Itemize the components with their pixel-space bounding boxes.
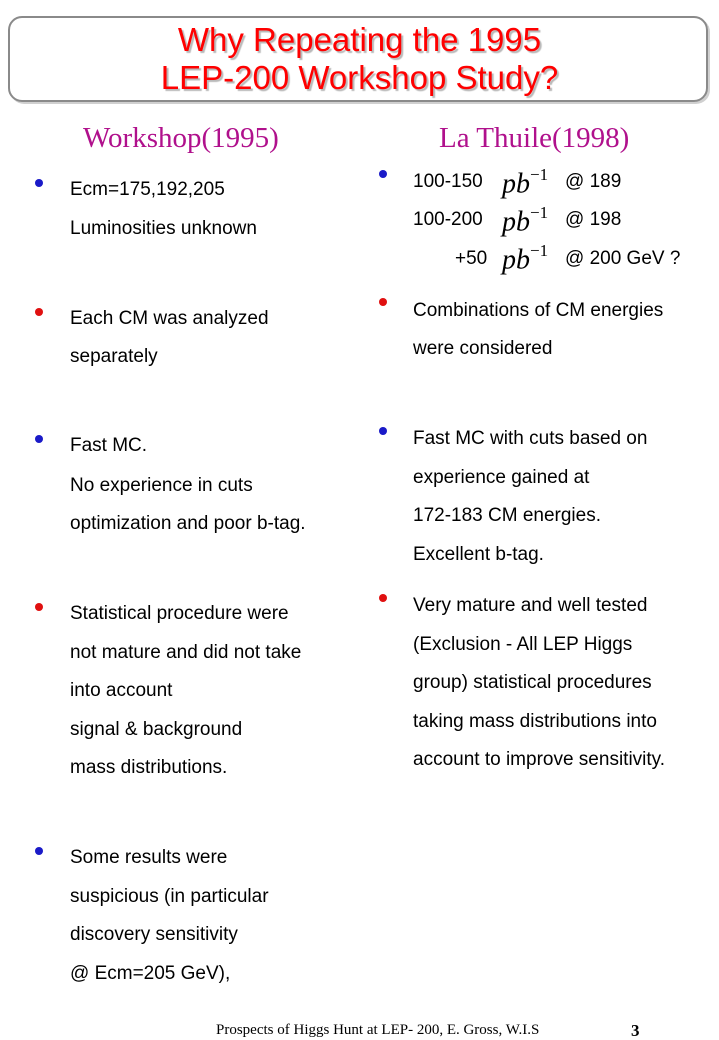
left-bullet-2-line-1: Each CM was analyzed (70, 308, 269, 329)
right-bullet-3-line-4: Excellent b-tag. (413, 544, 544, 565)
right-bullet-3-line-3: 172-183 CM energies. (413, 505, 601, 526)
luminosity-row-2-range: 100-200 (413, 209, 483, 230)
luminosity-row-2-energy: @ 198 (565, 209, 622, 230)
left-column-heading: Workshop(1995) (83, 122, 279, 154)
left-bullet-5-line-4: @ Ecm=205 GeV), (70, 963, 231, 984)
left-bullet-4-line-1: Statistical procedure were (70, 603, 289, 624)
left-bullet-2-line-2: separately (70, 346, 158, 367)
left-bullet-4-line-5: mass distributions. (70, 757, 228, 778)
left-bullet-4-line-4: signal & background (70, 719, 243, 740)
right-bullet-4-line-2: (Exclusion - All LEP Higgs (413, 634, 633, 655)
left-bullet-3-line-1: Fast MC. (70, 435, 148, 456)
left-bullet-4-line-2: not mature and did not take (70, 642, 302, 663)
right-bullet-4-line-5: account to improve sensitivity. (413, 749, 666, 770)
left-bullet-5-line-2: suspicious (in particular (70, 886, 269, 907)
bullet-icon (35, 847, 43, 855)
luminosity-row-3-range: +50 (455, 248, 488, 269)
bullet-icon (379, 594, 387, 602)
left-bullet-3-line-3: optimization and poor b-tag. (70, 513, 306, 534)
luminosity-row-1-range: 100-150 (413, 171, 483, 192)
right-bullet-4-line-3: group) statistical procedures (413, 672, 652, 693)
slide-footer: Prospects of Higgs Hunt at LEP- 200, E. Gross, W.I.S (216, 1022, 540, 1038)
bullet-icon (379, 298, 387, 306)
right-column-heading: La Thuile(1998) (439, 122, 630, 154)
inverse-picobarn-unit: $pb^{-1}$ (502, 203, 549, 238)
left-bullet-3-line-2: No experience in cuts (70, 475, 253, 496)
left-bullet-1-line-2: Luminosities unknown (70, 218, 257, 239)
inverse-picobarn-unit: $pb^{-1}$ (502, 165, 549, 200)
left-bullet-4-line-3: into account (70, 680, 173, 701)
bullet-icon (35, 179, 43, 187)
slide-title-line-2: LEP-200 Workshop Study? (160, 59, 559, 96)
bullet-icon (35, 308, 43, 316)
slide-title-line-1: Why Repeating the 1995 (177, 21, 542, 58)
bullet-icon (379, 170, 387, 178)
right-bullet-2-line-1: Combinations of CM energies (413, 300, 664, 321)
right-bullet-2-line-2: were considered (413, 338, 553, 359)
left-bullet-1-line-1: Ecm=175,192,205 (70, 179, 225, 200)
right-bullet-3-line-1: Fast MC with cuts based on (413, 428, 648, 449)
luminosity-row-1-energy: @ 189 (565, 171, 622, 192)
left-bullet-5-line-1: Some results were (70, 847, 228, 868)
right-bullet-4-line-4: taking mass distributions into (413, 711, 657, 732)
bullet-icon (35, 603, 43, 611)
luminosity-row-3-energy: @ 200 GeV ? (565, 248, 681, 269)
bullet-icon (379, 427, 387, 435)
page-number: 3 (631, 1021, 640, 1040)
right-bullet-3-line-2: experience gained at (413, 467, 590, 488)
left-bullet-5-line-3: discovery sensitivity (70, 924, 238, 945)
bullet-icon (35, 435, 43, 443)
right-bullet-4-line-1: Very mature and well tested (413, 595, 648, 616)
inverse-picobarn-unit: $pb^{-1}$ (502, 241, 549, 276)
